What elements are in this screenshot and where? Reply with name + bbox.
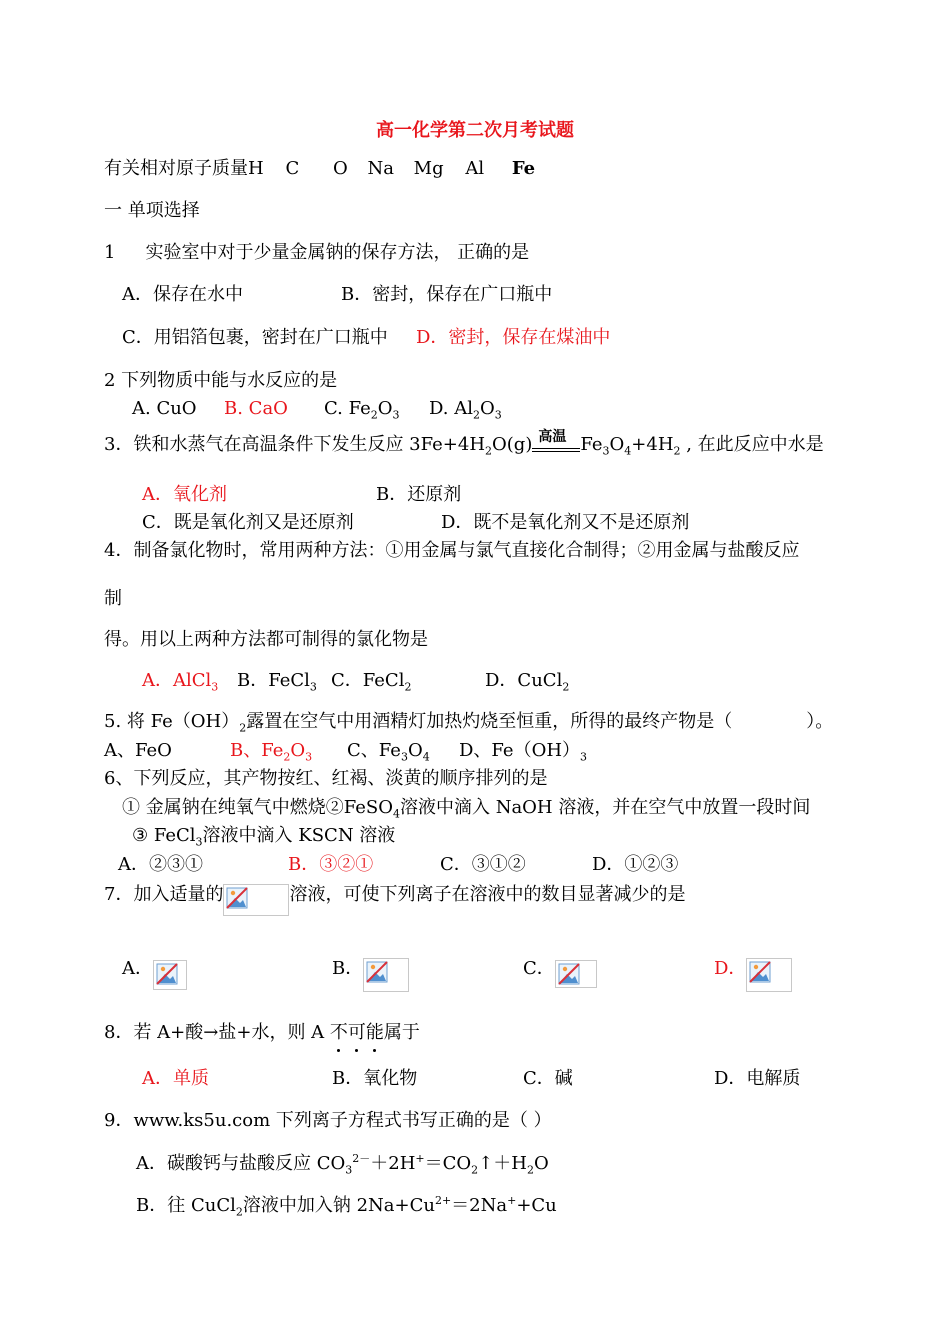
q3-stem: 3．铁和水蒸气在高温条件下发生反应 3Fe+4H xyxy=(104,434,486,455)
q4-a-text: A．AlCl xyxy=(142,670,212,691)
element-mg: Mg xyxy=(413,158,444,179)
q6-l2-sub: 3 xyxy=(195,835,203,849)
q9-b-mid2: ＝2Na xyxy=(451,1195,508,1216)
q7-d-label-answer: D． xyxy=(714,958,747,979)
q8-stem: 8．若 A+酸 xyxy=(104,1022,204,1043)
q4-c-text: C．FeCl xyxy=(331,670,405,691)
q4-option-b xyxy=(237,670,317,692)
q1-option-a: A．保存在水中 xyxy=(122,284,243,305)
q1-option-c: C．用铝箔包裹，密封在广口瓶中 xyxy=(122,327,388,348)
missing-image-icon xyxy=(363,958,409,992)
q7-option-a xyxy=(122,958,187,990)
question-4-line3: 得。用以上两种方法都可制得的氯化物是 xyxy=(104,629,428,650)
element-na: Na xyxy=(367,158,394,179)
q6-l2-tail: 溶液中滴入 KSCN 溶液 xyxy=(202,825,396,846)
q3-sub4: 2 xyxy=(673,444,681,458)
q9-a-mid2: ＝CO xyxy=(424,1153,472,1174)
q9-a-sub3: 2 xyxy=(526,1163,534,1177)
q6-option-a: A．②③① xyxy=(118,854,203,875)
question-4-line2: 制 xyxy=(104,588,122,609)
q5-c-sub1: 3 xyxy=(400,750,408,764)
question-3 xyxy=(104,429,824,458)
q2-option-c xyxy=(324,398,400,420)
q3-option-a-answer: A．氧化剂 xyxy=(142,484,227,505)
q3-mid1: O(g) xyxy=(492,434,533,455)
q7-a-label: A． xyxy=(122,958,153,979)
q3-sub1: 2 xyxy=(485,444,493,458)
q2-option-d xyxy=(429,398,502,420)
q4-a-sub: 3 xyxy=(211,680,219,694)
q6-option-c: C．③①② xyxy=(440,854,526,875)
q4-b-text: B．FeCl xyxy=(237,670,310,691)
q4-d-sub: 2 xyxy=(562,680,570,694)
atomic-mass-label: 有关相对原子质量 xyxy=(104,158,248,179)
q9-b-sup2: + xyxy=(507,1194,517,1207)
q8-emphasis-3: 能 xyxy=(365,1022,384,1043)
q9-a-mid1: ＋2H xyxy=(370,1153,416,1174)
q8-option-b: B．氧化物 xyxy=(332,1068,418,1089)
element-o: O xyxy=(332,158,348,179)
question-8 xyxy=(104,1022,420,1044)
q5-sub: 2 xyxy=(239,721,247,735)
q6-option-d: D．①②③ xyxy=(592,854,679,875)
element-fe: Fe xyxy=(511,158,536,179)
q1-number: 1 xyxy=(104,242,116,263)
element-h: H xyxy=(248,158,264,179)
q5-c-mid: O xyxy=(407,740,423,761)
q9-b-sup1: 2+ xyxy=(434,1194,452,1207)
question-7 xyxy=(104,884,685,916)
q8-option-c: C．碱 xyxy=(523,1068,573,1089)
q9-a-sub2: 2 xyxy=(471,1163,479,1177)
q6-l1-text: ① 金属钠在纯氧气中燃烧②FeSO xyxy=(122,797,393,818)
q6-l2-text: ③ FeCl xyxy=(132,825,196,846)
q5-stem-end: ）。 xyxy=(806,711,834,732)
q5-option-c xyxy=(347,740,430,762)
q8-emphasis-2: 可 xyxy=(347,1022,366,1043)
q4-b-sub: 3 xyxy=(309,680,317,694)
page-title: 高一化学第二次月考试题 xyxy=(376,120,574,141)
q7-option-c xyxy=(523,958,597,988)
q9-a-end: O xyxy=(533,1153,549,1174)
q5-option-d xyxy=(459,740,587,762)
q5-b-sub1: 2 xyxy=(283,750,291,764)
q2-d-text: D. Al xyxy=(429,398,473,419)
reaction-condition-label: 高温 xyxy=(538,429,567,445)
q9-b-text: B．往 CuCl xyxy=(136,1195,236,1216)
q6-l1-sub: 4 xyxy=(392,807,400,821)
q5-b-mid: O xyxy=(290,740,306,761)
q1-stem: 实验室中对于少量金属钠的保存方法， 正确的是 xyxy=(145,242,530,263)
q8-option-d: D．电解质 xyxy=(714,1068,801,1089)
q9-b-end: +Cu xyxy=(516,1195,557,1216)
q5-d-text: D、Fe（OH） xyxy=(459,740,581,761)
question-4-line1: 4．制备氯化物时，常用两种方法：①用金属与氯气直接化合制得；②用金属与盐酸反应 xyxy=(104,540,800,561)
q6-l1-tail: 溶液中滴入 NaOH 溶液，并在空气中放置一段时间 xyxy=(399,797,811,818)
q3-sub2: 3 xyxy=(602,444,610,458)
q3-mid4: +4H xyxy=(631,434,674,455)
q8-emphasis-1: 不 xyxy=(329,1022,348,1043)
atomic-mass-line xyxy=(104,158,535,180)
q9-option-a xyxy=(136,1153,549,1175)
q9-b-mid1: 溶液中加入钠 2Na+Cu xyxy=(242,1195,435,1216)
q4-option-a-answer xyxy=(142,670,218,692)
section-heading: 一 单项选择 xyxy=(104,200,200,221)
q9-b-sub1: 2 xyxy=(235,1205,243,1219)
q3-mid3: O xyxy=(609,434,625,455)
q8-option-a-answer: A．单质 xyxy=(142,1068,209,1089)
q2-c-sub1: 2 xyxy=(370,408,378,422)
q5-d-sub: 3 xyxy=(580,750,588,764)
q6-item-line2 xyxy=(132,825,395,847)
q3-sub3: 4 xyxy=(624,444,632,458)
q5-b-text: B、Fe xyxy=(230,740,284,761)
q7-option-d xyxy=(714,958,792,992)
q4-d-text: D．CuCl xyxy=(485,670,563,691)
q3-option-b: B．还原剂 xyxy=(376,484,462,505)
q9-a-sup1: 2－ xyxy=(352,1152,371,1165)
q3-option-d: D．既不是氧化剂又不是还原剂 xyxy=(441,512,690,533)
question-1 xyxy=(104,242,529,264)
q9-a-sup2: + xyxy=(415,1152,425,1165)
q5-option-b-answer xyxy=(230,740,312,762)
q9-a-sub1: 3 xyxy=(345,1163,353,1177)
question-9: 9．www.ks5u.com 下列离子方程式书写正确的是（ ） xyxy=(104,1110,552,1131)
q6-option-b-answer: B．③②① xyxy=(288,854,374,875)
question-5 xyxy=(104,711,833,733)
q3-option-c: C．既是氧化剂又是还原剂 xyxy=(142,512,354,533)
q8-stem-mid: 盐+水，则 A xyxy=(218,1022,330,1043)
q7-c-label: C． xyxy=(523,958,555,979)
q2-option-b-answer: B. CaO xyxy=(224,398,288,419)
missing-image-icon xyxy=(223,884,289,916)
q3-tail: , 在此反应中水是 xyxy=(680,434,824,455)
q2-option-a: A. CuO xyxy=(132,398,197,419)
q5-b-sub2: 3 xyxy=(305,750,313,764)
q1-option-b: B．密封，保存在广口瓶中 xyxy=(341,284,553,305)
q9-option-b xyxy=(136,1195,557,1217)
q5-option-a: A、FeO xyxy=(104,740,172,761)
q9-a-tail: ↑＋H xyxy=(478,1153,527,1174)
q1-option-d-answer: D．密封，保存在煤油中 xyxy=(416,327,611,348)
q8-stem-tail: 属于 xyxy=(383,1022,420,1043)
q4-option-c xyxy=(331,670,411,692)
q2-c-text: C. Fe xyxy=(324,398,371,419)
q4-c-sub: 2 xyxy=(404,680,412,694)
missing-image-icon xyxy=(746,958,792,992)
q2-d-sub2: 3 xyxy=(494,408,502,422)
element-al: Al xyxy=(465,158,485,179)
q5-stem: 5. 将 Fe（OH） xyxy=(104,711,240,732)
q3-mid2: Fe xyxy=(580,434,603,455)
reaction-condition-equals xyxy=(532,429,580,456)
q5-stem-tail: 露置在空气中用酒精灯加热灼烧至恒重，所得的最终产物是（ xyxy=(246,711,733,732)
q6-item-line1 xyxy=(122,797,810,819)
q7-stem-tail: 溶液，可使下列离子在溶液中的数目显著减少的是 xyxy=(289,884,686,905)
missing-image-icon xyxy=(153,960,187,990)
q7-stem: 7．加入适量的 xyxy=(104,884,224,905)
element-c: C xyxy=(285,158,300,179)
q2-c-sub2: 3 xyxy=(392,408,400,422)
q8-arrow: → xyxy=(203,1022,219,1043)
q7-b-label: B． xyxy=(332,958,364,979)
q2-d-sub1: 2 xyxy=(473,408,480,422)
q2-c-mid: O xyxy=(377,398,393,419)
q7-option-b xyxy=(332,958,409,992)
q4-option-d xyxy=(485,670,569,692)
q2-d-mid: O xyxy=(480,398,495,419)
q5-c-sub2: 4 xyxy=(422,750,430,764)
q9-a-text: A．碳酸钙与盐酸反应 CO xyxy=(136,1153,346,1174)
question-2: 2 下列物质中能与水反应的是 xyxy=(104,370,338,391)
question-6: 6、下列反应，其产物按红、红褐、淡黄的顺序排列的是 xyxy=(104,768,548,789)
missing-image-icon xyxy=(555,960,597,988)
q5-c-text: C、Fe xyxy=(347,740,401,761)
